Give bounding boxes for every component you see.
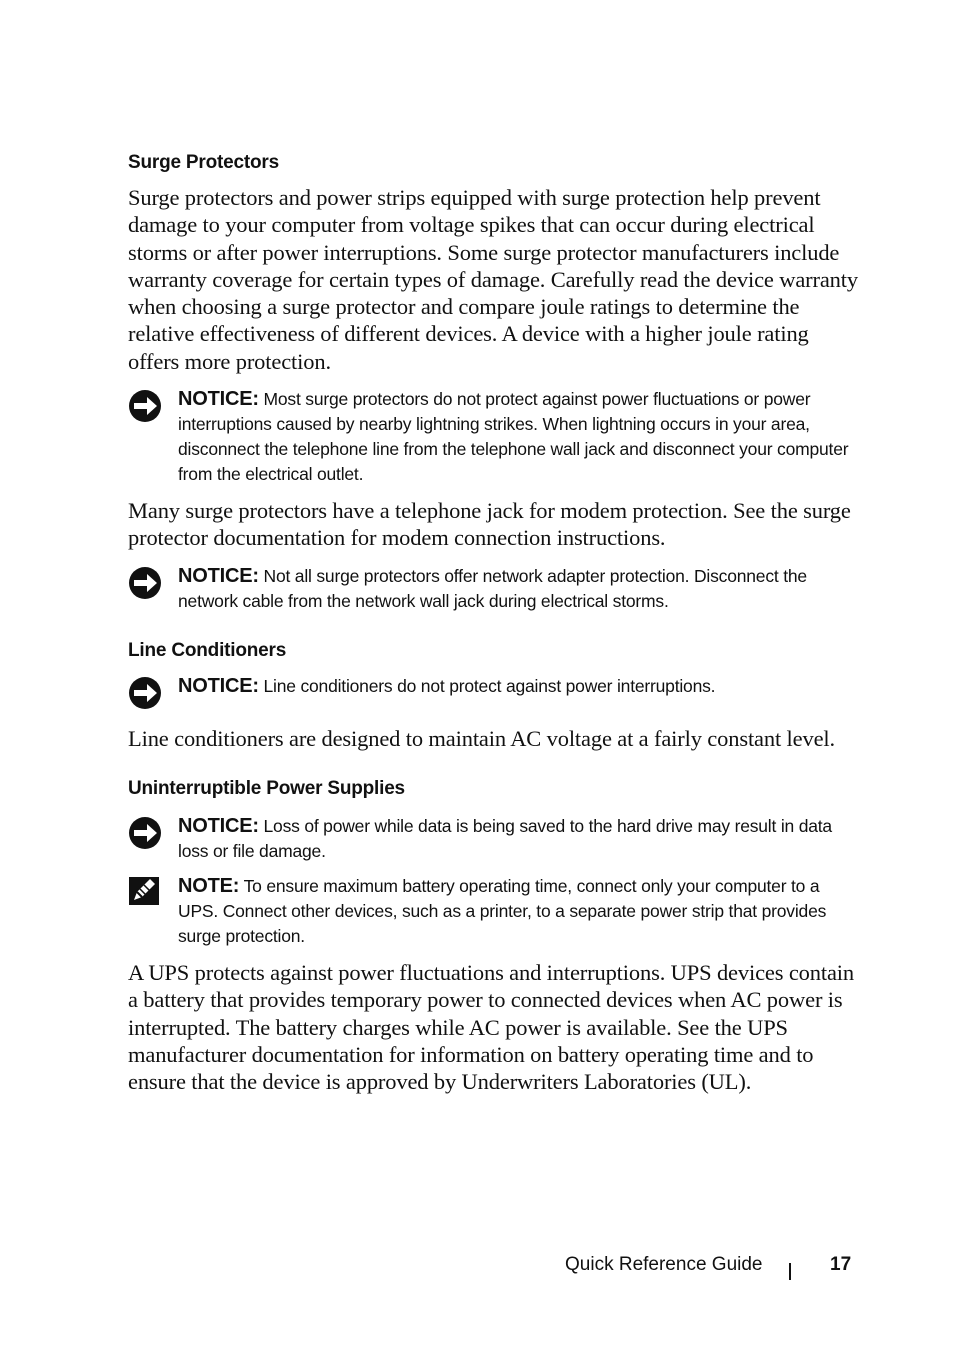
- paragraph: A UPS protects against power fluctuations and interruptions. UPS devices contain a battery that provides temporary power to connected devices when AC power is interrupted. The battery charges while AC power is available. See the UPS manufacturer documentation for information on battery operating time and to ensure that the device is approved by Underwriters Laboratories (UL).: [128, 959, 855, 1095]
- notice-block: [128, 564, 858, 614]
- notice-text: Loss of power while data is being saved to the hard drive may result in data loss or file damage.: [178, 815, 832, 861]
- guide-title: Quick Reference Guide: [565, 1254, 763, 1275]
- heading-line-conditioners: Line Conditioners: [128, 639, 287, 661]
- notice-icon: [128, 387, 178, 487]
- notice-text: Line conditioners do not protect against power interruptions.: [263, 675, 716, 696]
- notice-label: NOTICE:: [178, 564, 259, 587]
- footer-divider: [789, 1263, 791, 1280]
- notice-block: [128, 814, 858, 864]
- paragraph: Surge protectors and power strips equipped with surge protection help prevent damage to your computer from voltage spikes that can occur during electrical storms or after power interruptions. Some surge protector manufacturers include warranty coverage for certain types of damage. Carefully read the device warranty when choosing a surge protector and compare joule ratings to determine the relative effectiveness of different devices. A device with a higher joule rating offers more protection.: [128, 185, 858, 374]
- paragraph: Line conditioners are designed to maintain AC voltage at a fairly constant level.: [128, 725, 836, 751]
- notice-label: NOTICE:: [178, 388, 259, 411]
- note-block: [128, 874, 858, 949]
- note-icon: [128, 874, 178, 949]
- notice-icon: [128, 674, 178, 715]
- notice-text: Most surge protectors do not protect against power fluctuations or power interruptions caused by nearby lightning strikes. When lightning occurs in your area, disconnect the telephone line from the telephone wall jack and disconnect your computer from the electrical outlet.: [178, 389, 849, 485]
- notice-text: Not all surge protectors offer network adapter protection. Disconnect the network cable from the network wall jack during electrical storms.: [178, 565, 807, 611]
- paragraph: Many surge protectors have a telephone jack for modem protection. See the surge protector documentation for modem connection instructions.: [128, 498, 851, 551]
- page-number: 17: [830, 1254, 852, 1275]
- notice-icon: [128, 814, 178, 864]
- notice-label: NOTICE:: [178, 814, 259, 837]
- heading-ups: Uninterruptible Power Supplies: [128, 777, 405, 799]
- notice-block: [128, 387, 858, 487]
- heading-surge-protectors: Surge Protectors: [128, 152, 279, 173]
- page-footer: [565, 1254, 852, 1276]
- notice-label: NOTICE:: [178, 674, 259, 697]
- note-label: NOTE:: [178, 874, 240, 897]
- note-text: To ensure maximum battery operating time, connect only your computer to a UPS. Connect other devices, such as a printer, to a separate power strip that provides surge protection.: [178, 875, 827, 946]
- notice-block: [128, 674, 858, 715]
- notice-icon: [128, 564, 178, 614]
- page-content: [128, 152, 858, 1107]
